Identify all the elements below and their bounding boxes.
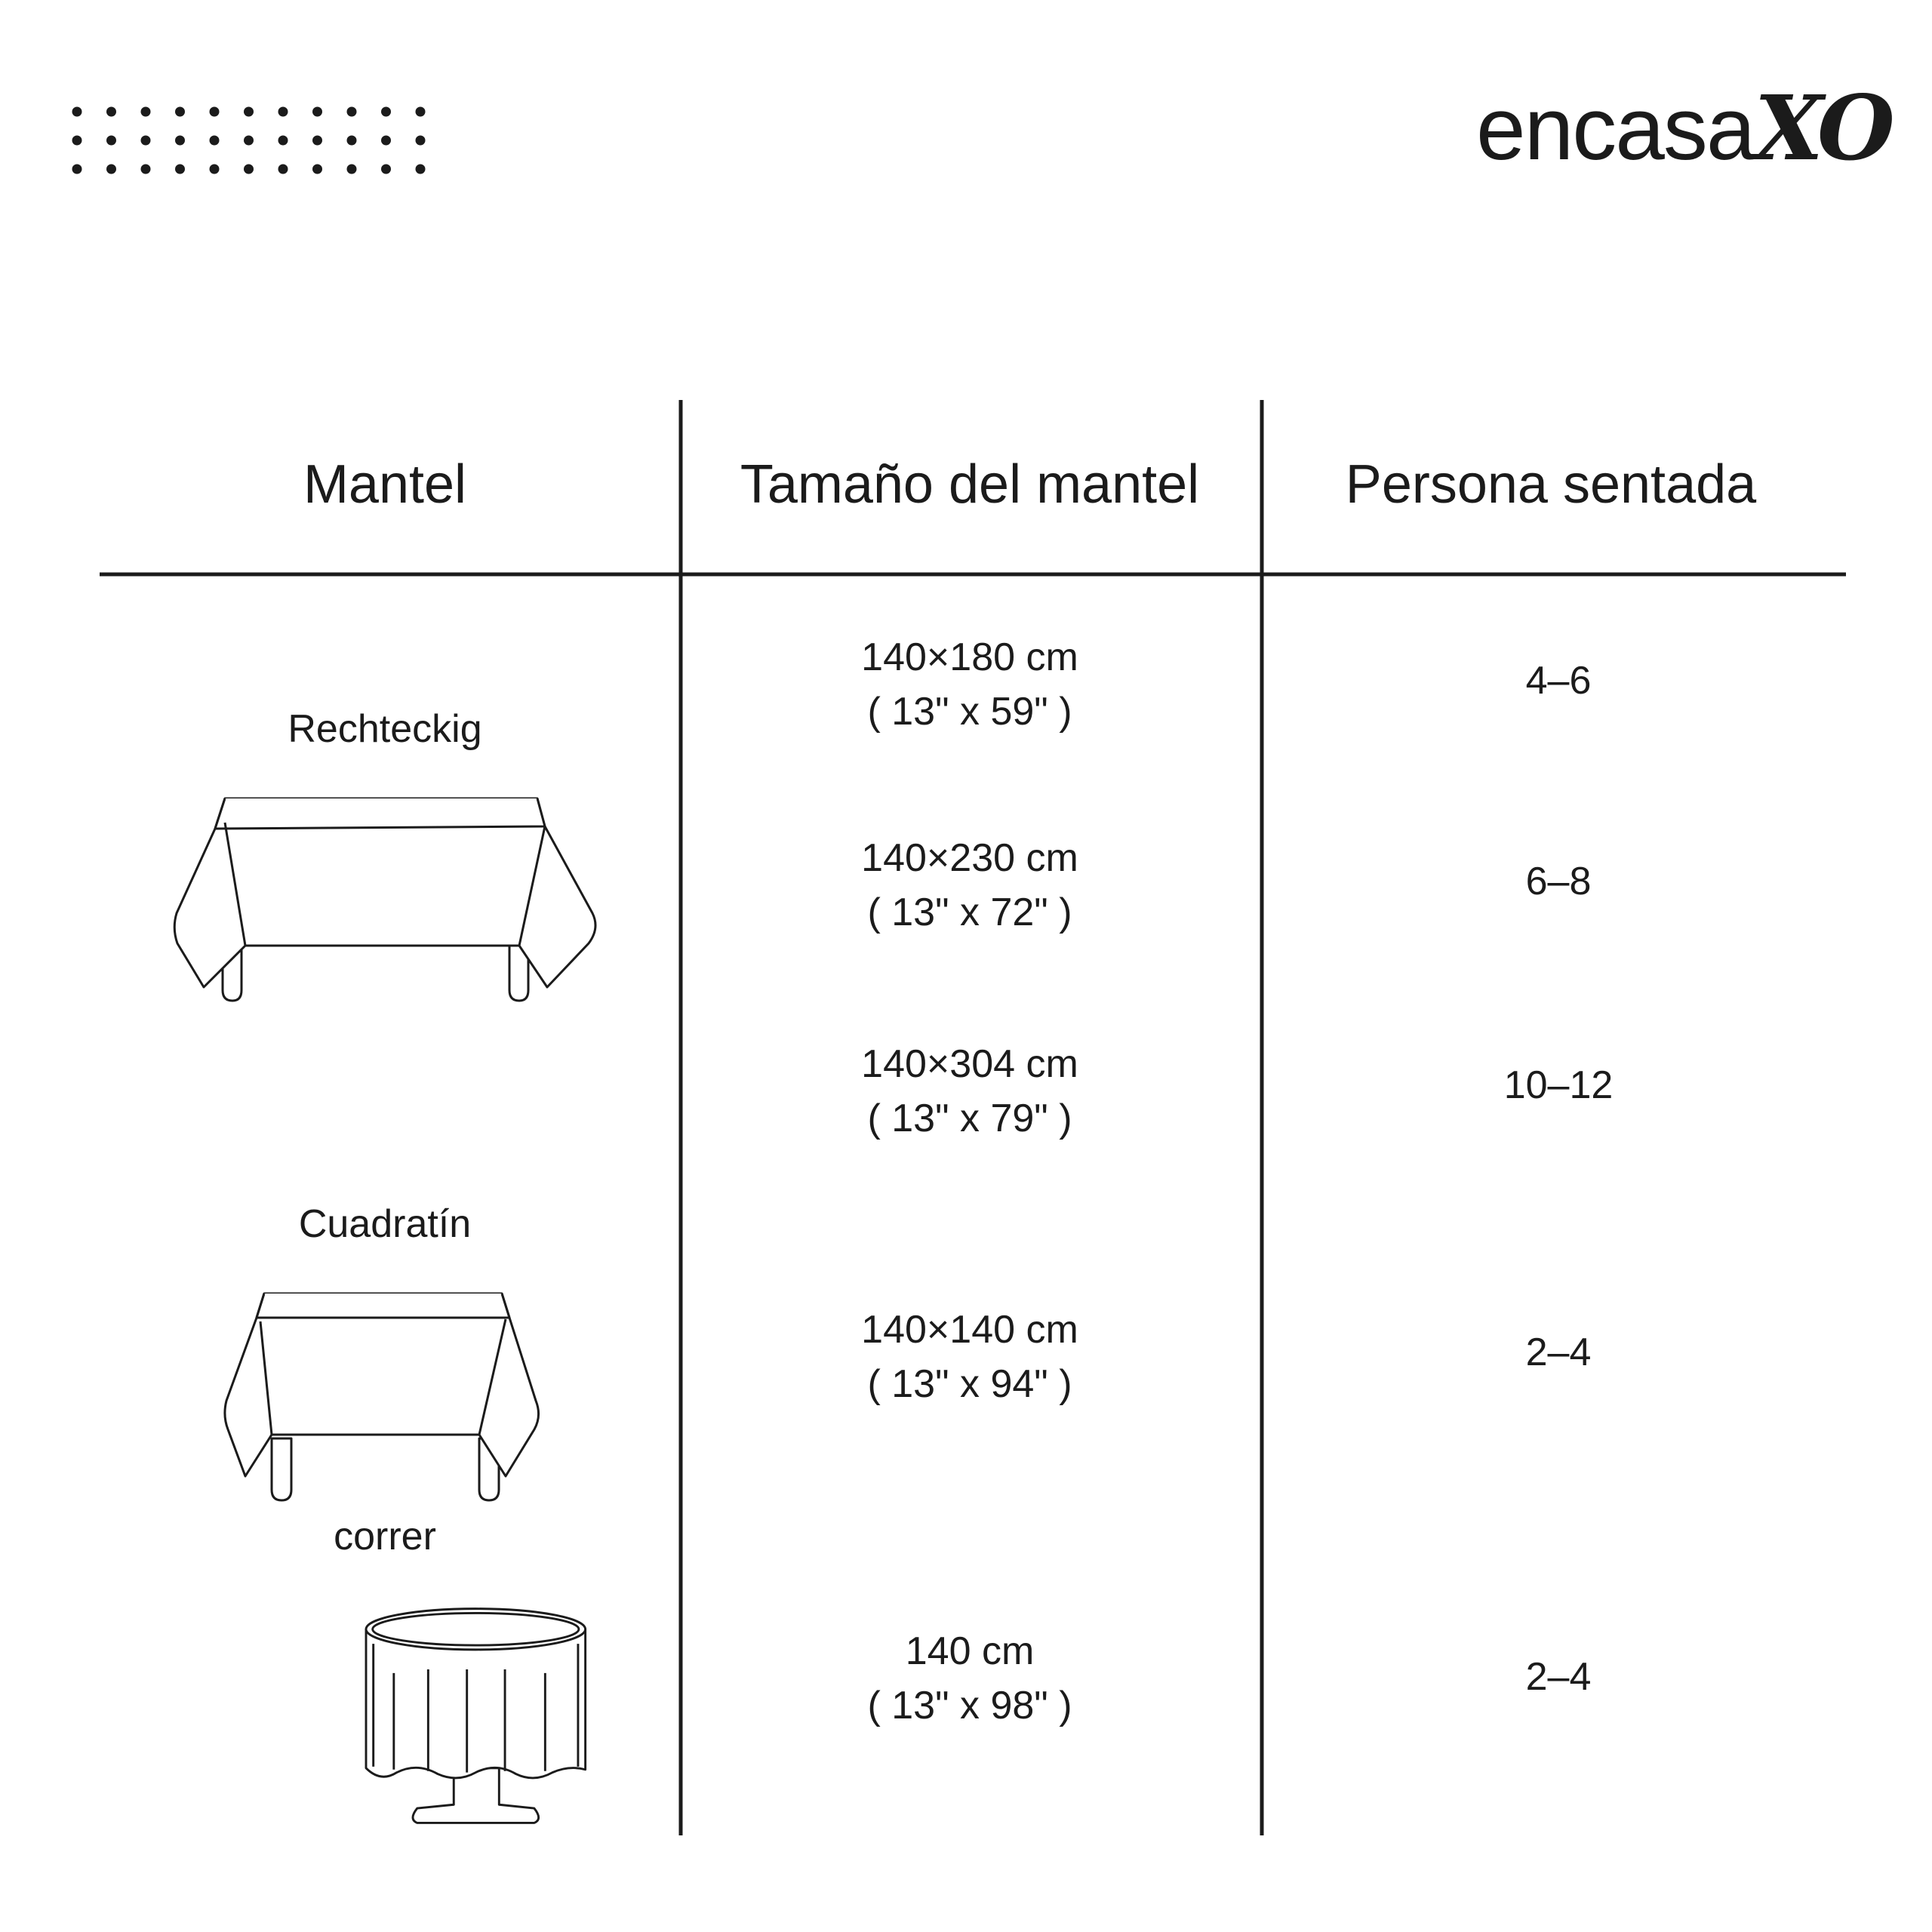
seats-cell-4: 2–4 bbox=[1525, 1331, 1592, 1374]
dot bbox=[72, 136, 82, 146]
dot bbox=[141, 165, 151, 174]
dot bbox=[278, 107, 288, 117]
dot bbox=[210, 107, 220, 117]
dot bbox=[347, 107, 357, 117]
type-label-rectangular: Rechteckig bbox=[288, 707, 482, 751]
size-in: ( 13" x 94" ) bbox=[867, 1362, 1072, 1406]
dot bbox=[175, 136, 185, 146]
size-in: ( 13" x 72" ) bbox=[867, 891, 1072, 934]
dot bbox=[278, 165, 288, 174]
dot bbox=[210, 165, 220, 174]
brand-logo bbox=[1476, 75, 1890, 180]
logo-accent: XO bbox=[1754, 75, 1890, 180]
round-table-icon bbox=[264, 1600, 702, 1834]
logo-text: encasa bbox=[1476, 79, 1755, 179]
header-seated: Persona sentada bbox=[1345, 454, 1757, 515]
dot bbox=[244, 136, 254, 146]
seats-cell-1: 4–6 bbox=[1525, 659, 1592, 703]
dot bbox=[312, 136, 322, 146]
size-in: ( 13" x 59" ) bbox=[867, 690, 1072, 734]
size-cm: 140 cm bbox=[905, 1629, 1035, 1673]
dot bbox=[106, 165, 116, 174]
header-size: Tamaño del mantel bbox=[740, 454, 1200, 515]
dot bbox=[72, 165, 82, 174]
seats-cell-3: 10–12 bbox=[1503, 1063, 1614, 1107]
dot bbox=[381, 165, 391, 174]
size-cell-1 bbox=[679, 630, 1260, 739]
seats-cell-5: 2–4 bbox=[1525, 1655, 1592, 1699]
dot bbox=[72, 107, 82, 117]
dot bbox=[210, 136, 220, 146]
size-cm: 140×304 cm bbox=[861, 1042, 1078, 1086]
square-table-icon bbox=[219, 1287, 657, 1521]
dot-grid-icon bbox=[66, 103, 429, 178]
size-in: ( 13" x 79" ) bbox=[867, 1097, 1072, 1140]
dot bbox=[106, 107, 116, 117]
dot bbox=[141, 136, 151, 146]
type-label-square: Cuadratín bbox=[298, 1202, 472, 1246]
header-tablecloth: Mantel bbox=[303, 454, 467, 515]
size-cell-2 bbox=[679, 831, 1260, 940]
dot bbox=[106, 136, 116, 146]
dot bbox=[381, 136, 391, 146]
dot bbox=[175, 107, 185, 117]
dot bbox=[416, 136, 426, 146]
seats-cell-2: 6–8 bbox=[1525, 860, 1592, 903]
dot bbox=[416, 107, 426, 117]
size-cell-5 bbox=[679, 1624, 1260, 1733]
dot bbox=[416, 165, 426, 174]
size-cm: 140×180 cm bbox=[861, 635, 1078, 679]
dot bbox=[347, 136, 357, 146]
type-label-round: correr bbox=[334, 1515, 436, 1558]
dot bbox=[312, 107, 322, 117]
dot bbox=[244, 107, 254, 117]
dot bbox=[381, 107, 391, 117]
dot bbox=[175, 165, 185, 174]
size-cm: 140×230 cm bbox=[861, 836, 1078, 880]
dot bbox=[141, 107, 151, 117]
size-cell-3 bbox=[679, 1037, 1260, 1146]
size-cm: 140×140 cm bbox=[861, 1308, 1078, 1352]
size-in: ( 13" x 98" ) bbox=[867, 1684, 1072, 1727]
dot bbox=[278, 136, 288, 146]
dot bbox=[312, 165, 322, 174]
rectangular-table-icon bbox=[166, 792, 604, 1026]
size-cell-4 bbox=[679, 1303, 1260, 1411]
dot bbox=[244, 165, 254, 174]
dot bbox=[347, 165, 357, 174]
